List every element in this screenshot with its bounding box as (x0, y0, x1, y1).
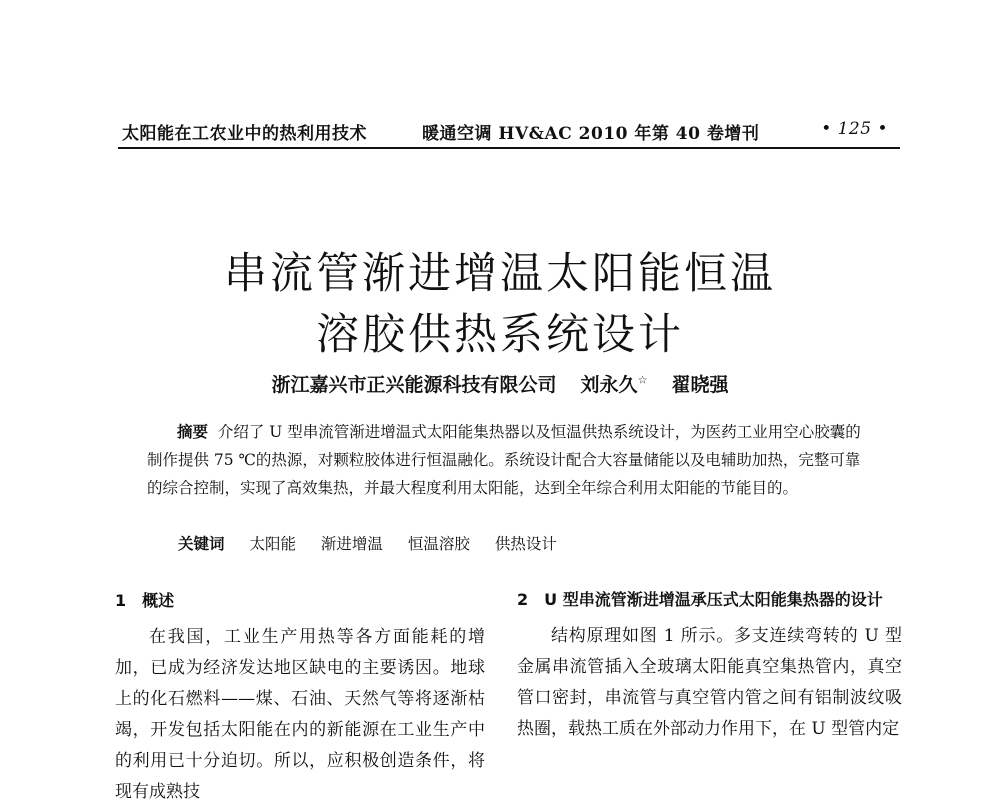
running-header (118, 117, 900, 149)
author-line (0, 370, 1000, 397)
abstract-label: 摘要 (177, 423, 209, 441)
section-2-paragraph: 结构原理如图 1 所示。多支连续弯转的 U 型金属串流管插入全玻璃太阳能真空集热管内，真空管口密封，串流管与真空管内管之间有铝制波纹吸热圈，载热工质在外部动力作用下，在 U 型管内定 (517, 626, 902, 739)
author-1: 刘永久 (580, 374, 638, 396)
section-1-paragraph: 在我国，工业生产用热等各方面能耗的增加，已成为经济发达地区缺电的主要诱因。地球上的化石燃料——煤、石油、天然气等将逐渐枯竭，开发包括太阳能在内的新能源在工业生产中的利用已十分迫切。所以，应积极创造条件，将现有成熟技 (115, 627, 485, 802)
right-column (517, 585, 902, 745)
paper-title-line-1: 串流管渐进增温太阳能恒温 (224, 249, 776, 299)
keyword: 供热设计 (494, 535, 557, 553)
section-1-heading: 1 概述 (115, 591, 175, 610)
header-section-title: 太阳能在工农业中的热利用技术 (122, 124, 367, 144)
corresponding-author-mark: ☆ (637, 373, 648, 387)
abstract (147, 418, 867, 502)
left-column (115, 585, 485, 808)
abstract-text: 介绍了 U 型串流管渐进增温式太阳能集热器以及恒温供热系统设计，为医药工业用空心胶囊的制作提供 75 ℃的热源，对颗粒胶体进行恒温融化。系统设计配合大容量储能以及电辅助加热，完整可靠的综合控制，实现了高效集热，并最大程度利用太阳能，达到全年综合利用太阳能的节能目的。 (147, 423, 861, 497)
affiliation: 浙江嘉兴市正兴能源科技有限公司 (271, 374, 557, 396)
paper-title-line-2: 溶胶供热系统设计 (316, 310, 684, 360)
keyword: 渐进增温 (320, 535, 383, 553)
keywords (178, 532, 557, 554)
keyword: 恒温溶胶 (407, 535, 470, 553)
author-2: 翟晓强 (671, 374, 729, 396)
header-journal-info: 暖通空调 HV&AC 2010 年第 40 卷增刊 (422, 124, 760, 144)
section-2-heading: 2 U 型串流管渐进增温承压式太阳能集热器的设计 (517, 590, 883, 609)
keyword: 太阳能 (249, 535, 296, 553)
keywords-label: 关键词 (178, 535, 225, 553)
header-page-number: • 125 • (821, 119, 888, 139)
